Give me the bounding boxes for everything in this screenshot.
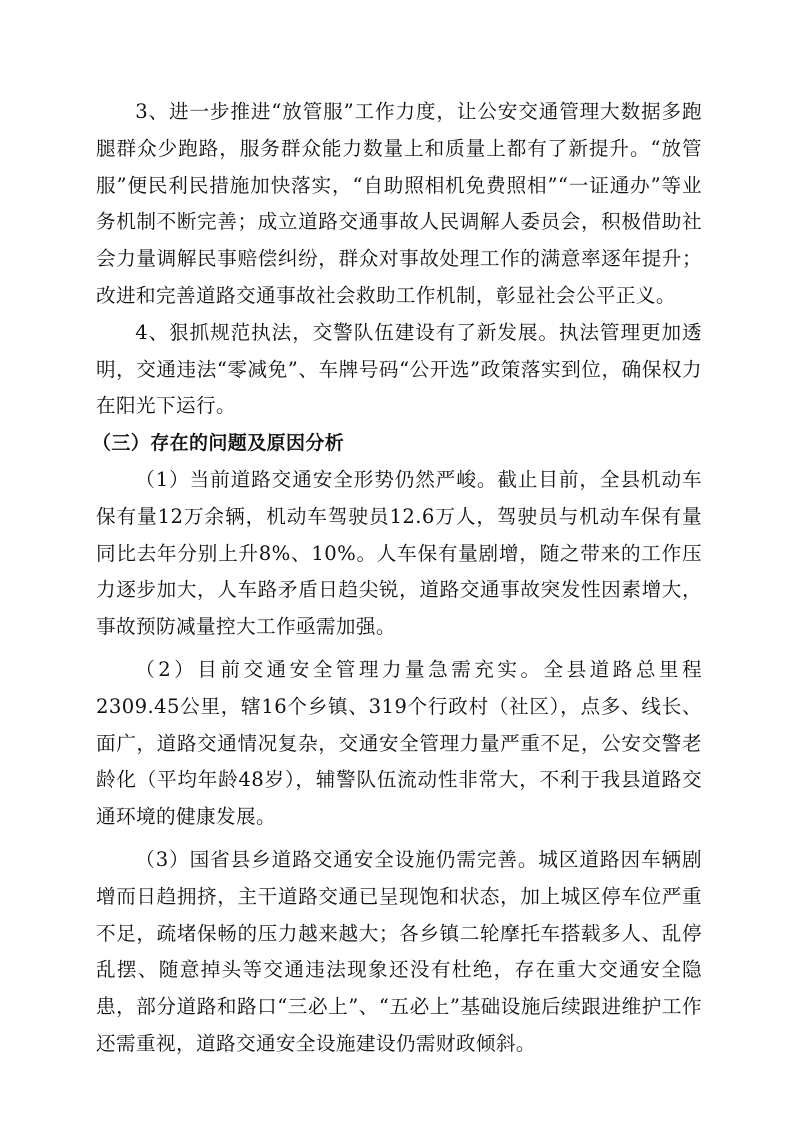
issue-paragraph-3: （3）国省县乡道路交通安全设施仍需完善。城区道路因车辆剧增而日趋拥挤，主干道路交通已呈现饱和状态，加上城区停车位严重不足，疏堵保畅的压力越来越大；各乡镇二轮摩托车搭载多人、乱停乱摆、随意掉头等交通违法现象还没有杜绝，存在重大交通安全隐患，部分道路和路口“三必上”、“五必上”基础设施后续跟进维护工作还需重视，道路交通安全设施建设仍需财政倾斜。 — [96, 847, 702, 1055]
paragraph-item-4: 4、狠抓规范执法，交警队伍建设有了新发展。执法管理更加透明，交通违法“零减免”、车牌号码“公开选”政策落实到位，确保权力在阳光下运行。 — [96, 320, 702, 418]
section-heading: （三）存在的问题及原因分析 — [92, 432, 345, 455]
document-page — [92, 94, 702, 1063]
issue-paragraph-1: （1）当前道路交通安全形势仍然严峻。截止目前，全县机动车保有量12万余辆，机动车驾驶员12.6万人，驾驶员与机动车保有量同比去年分别上升8%、10%。人车保有量剧增，随之带来的工作压力逐步加大，人车路矛盾日趋尖锐，道路交通事故突发性因素增大，事故预防减量控大工作亟需加强。 — [96, 467, 702, 639]
issue-paragraph-2: （2）目前交通安全管理力量急需充实。全县道路总里程2309.45公里，辖16个乡镇、319个行政村（社区），点多、线长、面广，道路交通情况复杂，交通安全管理力量严重不足，公安交警老龄化（平均年龄48岁），辅警队伍流动性非常大，不利于我县道路交通环境的健康发展。 — [96, 657, 702, 829]
paragraph-item-3: 3、进一步推进“放管服”工作力度，让公安交通管理大数据多跑腿群众少跑路，服务群众能力数量上和质量上都有了新提升。“放管服”便民利民措施加快落实，“自助照相机免费照相”“一证通办”等业务机制不断完善；成立道路交通事故人民调解人委员会，积极借助社会力量调解民事赔偿纠纷，群众对事故处理工作的满意率逐年提升；改进和完善道路交通事故社会救助工作机制，彰显社会公平正义。 — [96, 100, 702, 307]
